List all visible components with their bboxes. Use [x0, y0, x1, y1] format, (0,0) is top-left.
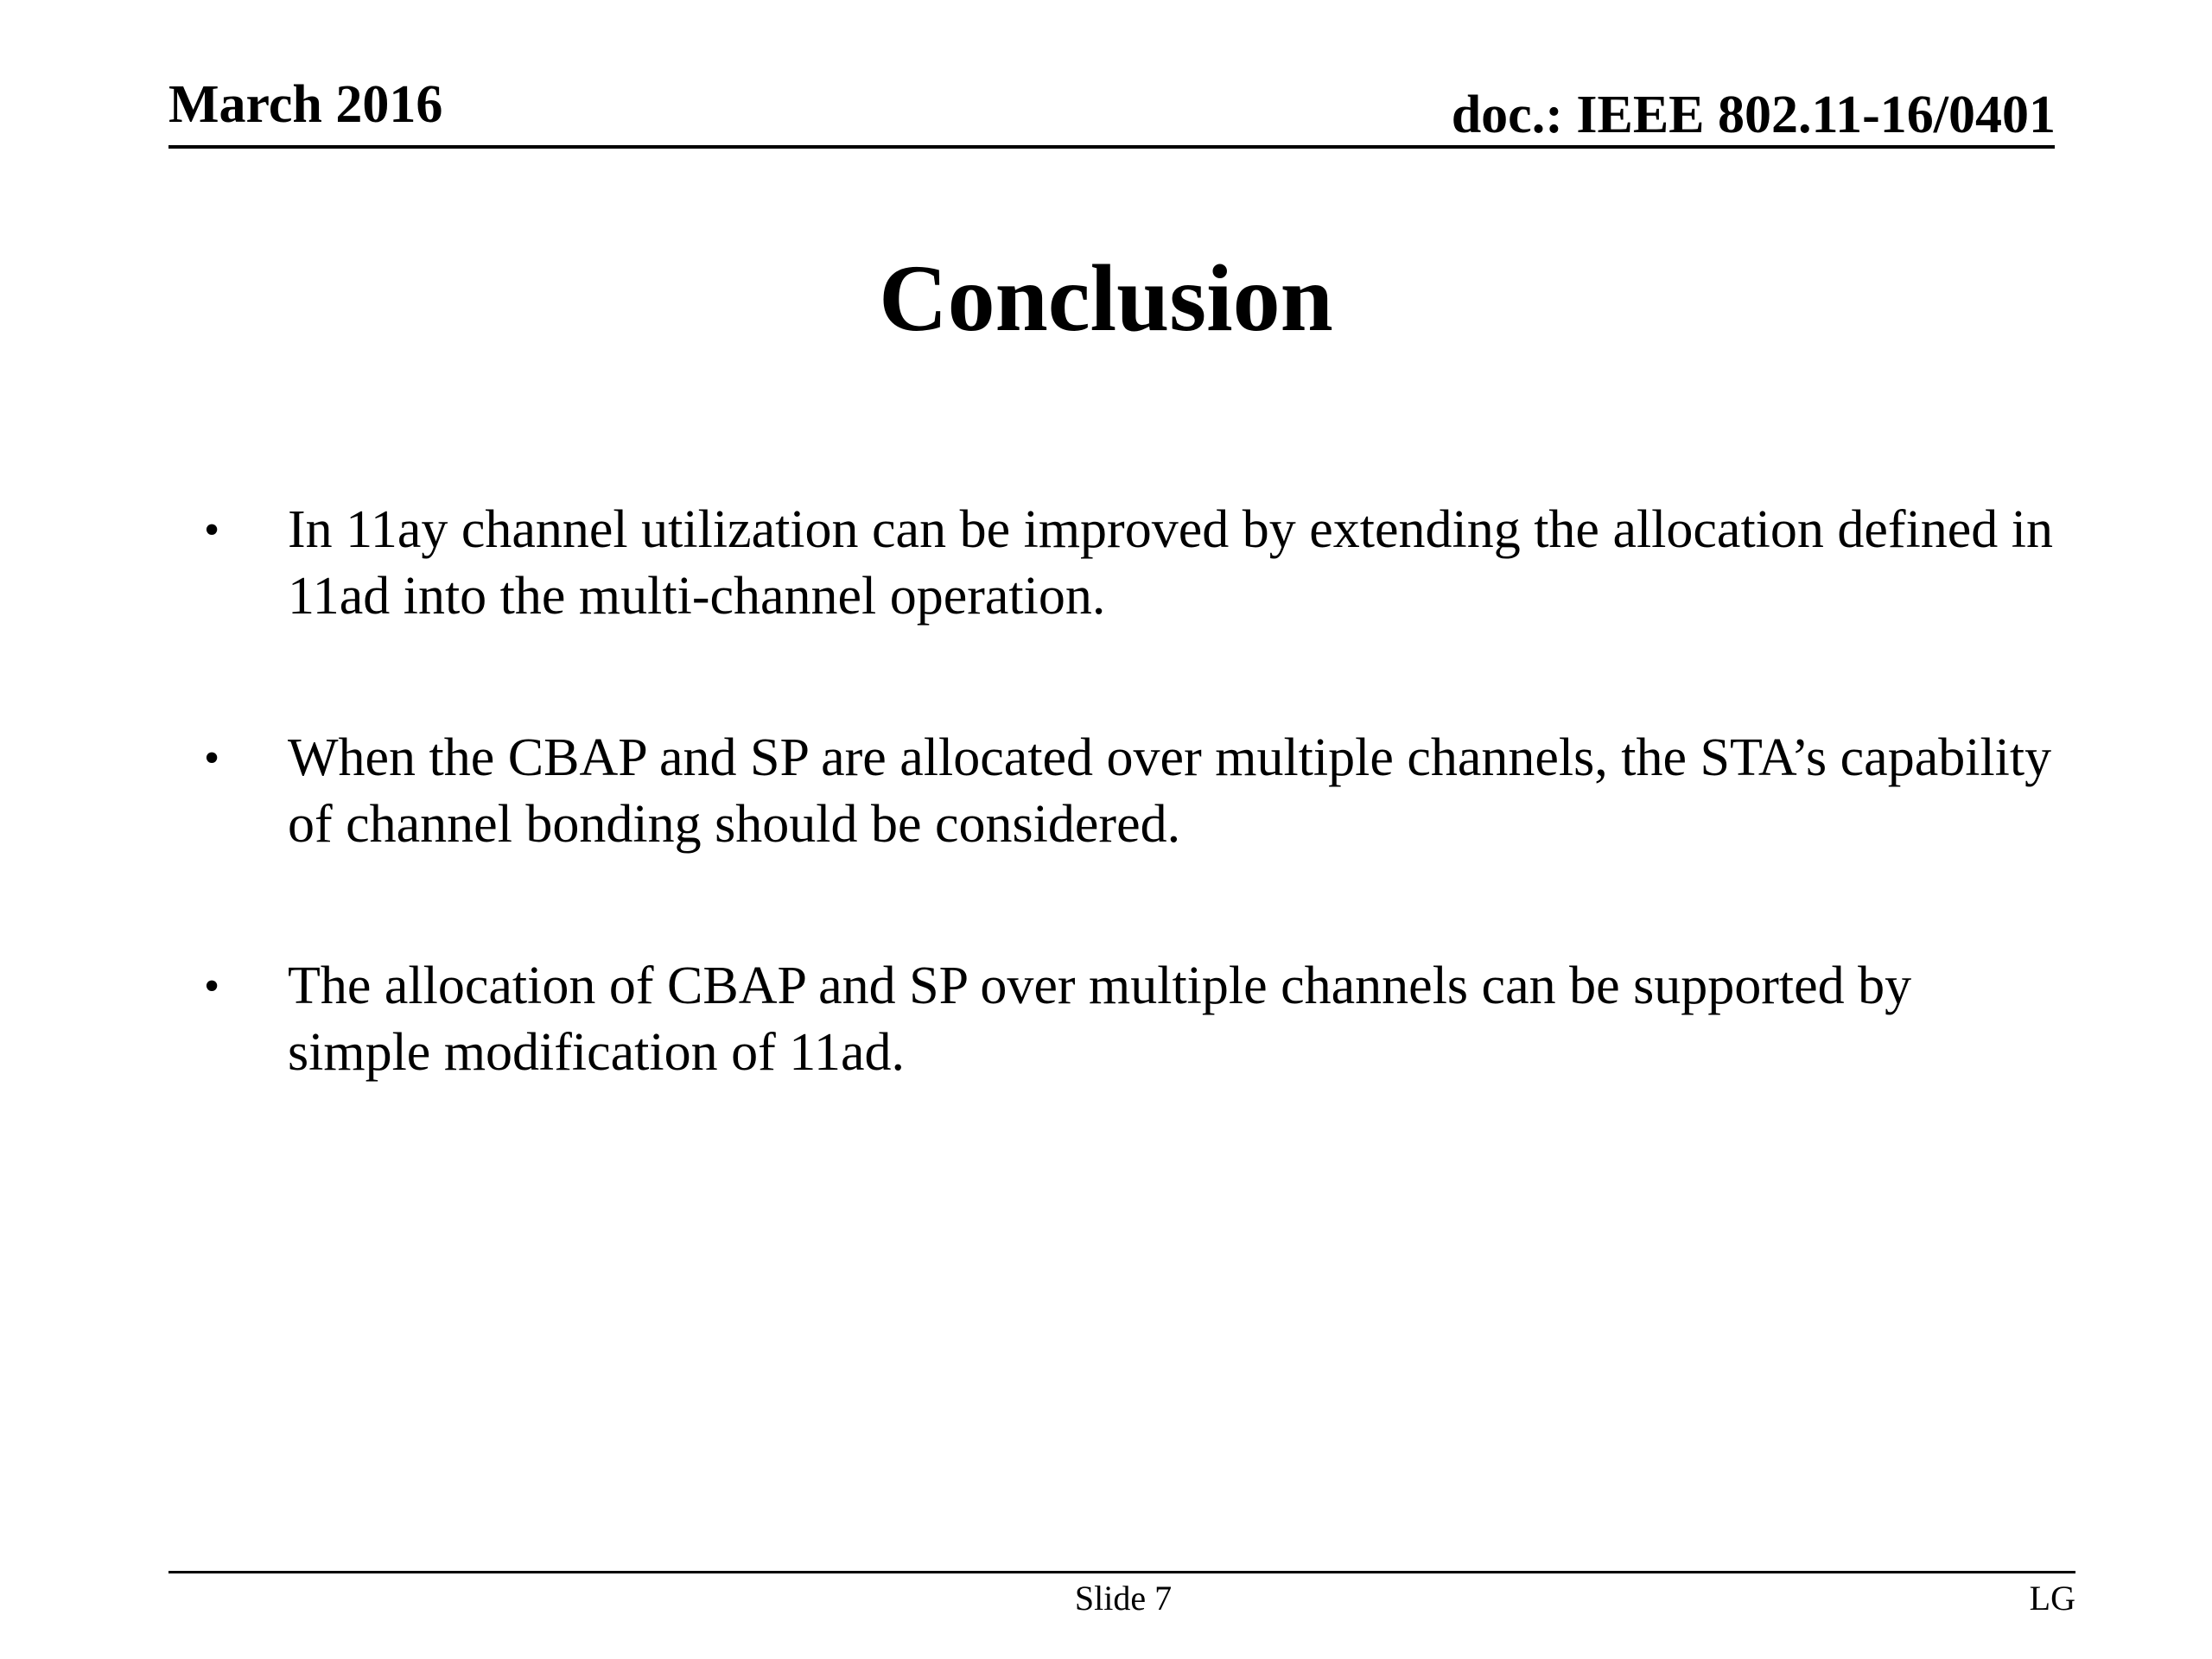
bullet-item: [197, 725, 2055, 858]
header-divider: [168, 145, 2055, 149]
header-date: March 2016: [168, 75, 443, 134]
bullet-icon: •: [204, 505, 220, 555]
slide-title: Conclusion: [879, 245, 1333, 351]
bullet-icon: •: [204, 962, 220, 1011]
bullet-text: The allocation of CBAP and SP over multiple channels can be supported by simple modification of 11ad.: [288, 957, 1912, 1082]
bullet-item: [197, 953, 2055, 1086]
bullet-icon: •: [204, 734, 220, 783]
bullet-item: [197, 497, 2055, 630]
footer-author: LG: [2029, 1579, 2075, 1618]
bullet-text: In 11ay channel utilization can be improved by extending the allocation defined in 11ad into the multi-channel operation.: [288, 500, 2054, 626]
bullet-text: When the CBAP and SP are allocated over multiple channels, the STA’s capability of channel bonding should be considered.: [288, 728, 2052, 854]
footer-divider: [168, 1571, 2075, 1573]
bullet-list: [197, 497, 2055, 1181]
slide-number: Slide 7: [1074, 1579, 1173, 1618]
header-doc-id: doc.: IEEE 802.11-16/0401: [1451, 86, 2056, 144]
